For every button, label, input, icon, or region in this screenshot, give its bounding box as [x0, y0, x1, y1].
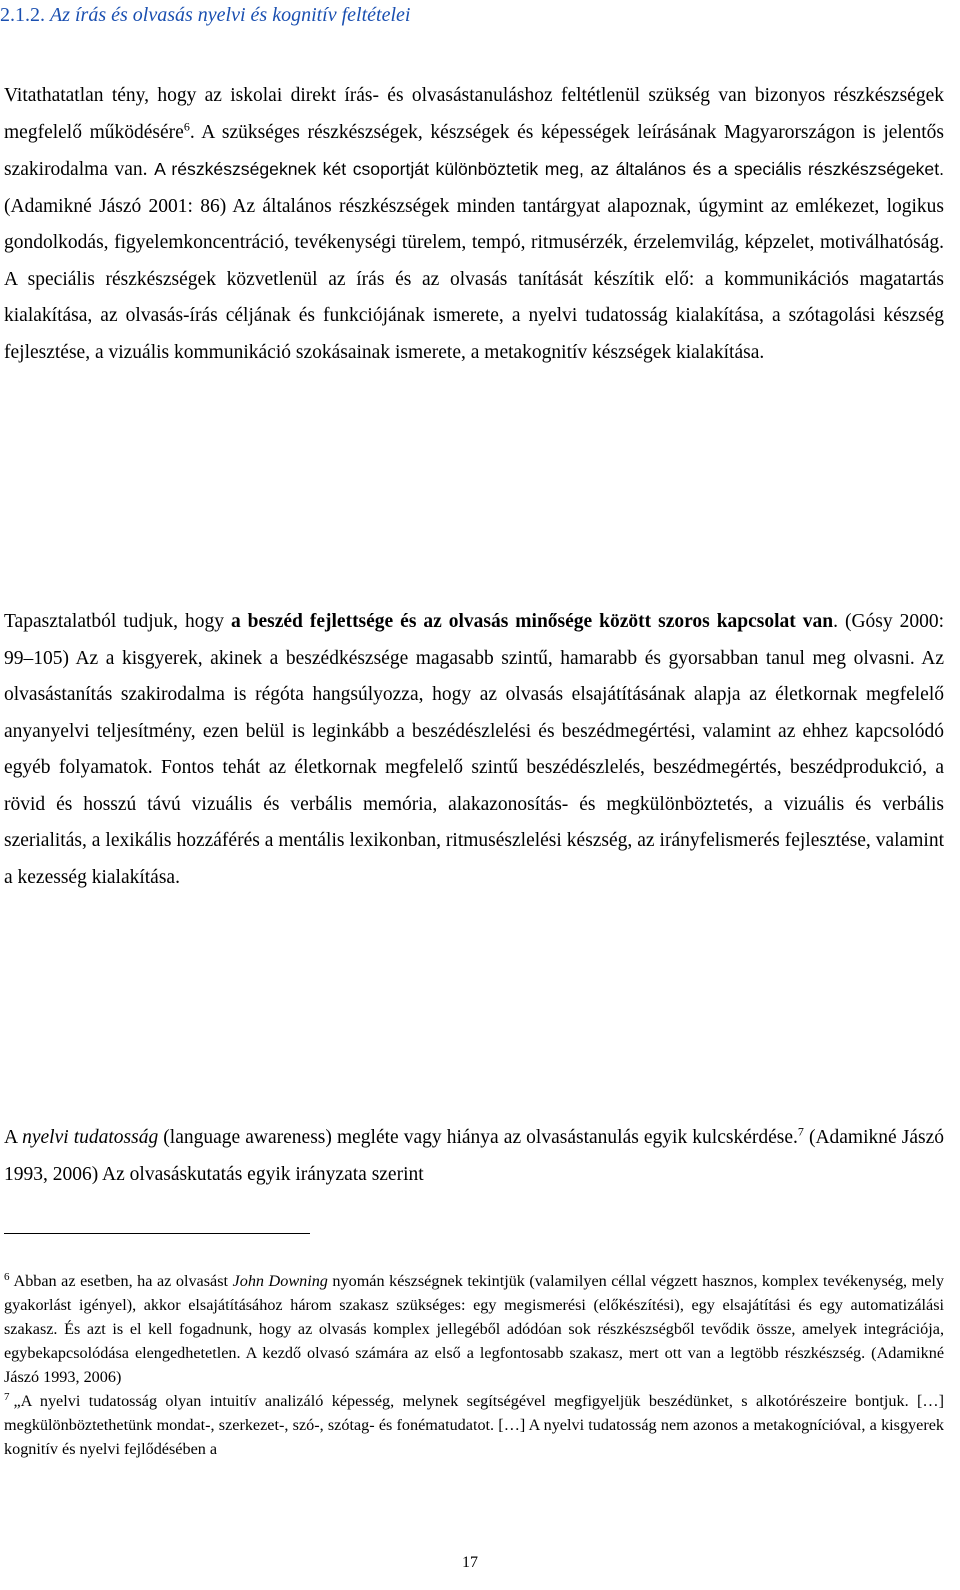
paragraph1-rest: (Adamikné Jászó 2001: 86) Az általános részkészségek minden tantárgyat alapoznak, úgymint az emlékezet, logikus gondolkodás, figyelemkoncentráció, tevékenységi türelem, tempó, ritmusérzék, érzelemvilág, képzelet, motiválhatóság. A speciális részkészségek közvetlenül az írás és az olvasás tanítását készítik elő: a kommunikációs magatartás kialakítása, az olvasás-írás céljának és funkciójának ismerete, a nyelvi tudatosság kialakítása, a szótagolási készség fejlesztése, a vizuális kommunikáció szokásainak ismerete, a metakognitív készségek kialakítása.: [4, 195, 944, 363]
paragraph2-intro: Tapasztalatból tudjuk, hogy: [4, 611, 231, 632]
footnote-6-italic-name: John Downing: [232, 1272, 328, 1290]
paragraph2-rest: . (Gósy 2000: 99–105) Az a kisgyerek, akinek a beszédkészsége magasabb szintű, hamarabb és gyorsabban tanul meg olvasni. Az olvasástanítás szakirodalma is régóta hangsúlyozza, hogy az olvasás elsajátításának alapja az életkornak megfelelő anyanyelvi teljesítmény, ezen belül is leginkább a beszédészlelési és beszédmegértési, valamint az ehhez kapcsolódó egyéb folyamatok. Fontos tehát az életkornak megfelelő szintű beszédészlelés, beszédmegértés, beszédprodukció, a rövid és hosszú távú vizuális és verbális memória, alakazonosítás- és megkülönböztetés, a vizuális és verbális szerialitás, a lexikális hozzáférés a mentális lexikonban, ritmusészlelési készség, az irányfelismerés fejlesztése, valamint a kezesség kialakítása.: [4, 611, 944, 888]
footnote-divider: [4, 1233, 310, 1234]
footnote-7-mark: 7: [4, 1390, 10, 1403]
paragraph3-start: A: [4, 1127, 23, 1148]
section-title: Az írás és olvasás nyelvi és kognitív feltételei: [50, 4, 411, 26]
section-number: 2.1.2.: [0, 4, 45, 26]
paragraph3-middle: (language awareness) megléte vagy hiánya az olvasástanulás egyik kulcskérdése.: [158, 1127, 798, 1148]
footnote-ref-7[interactable]: 7: [797, 1124, 804, 1139]
footnote-6-text-start: Abban az esetben, ha az olvasást: [13, 1272, 233, 1290]
paragraph-prerequisite-skills: [4, 78, 944, 371]
section-heading: [0, 0, 410, 30]
paragraph1-sentence1: Vitathatatlan tény, hogy az iskolai direkt írás- és olvasástanuláshoz feltétlenül szükség van bizonyos részkészségek megfelelő működésére: [4, 85, 944, 143]
footnote-ref-6[interactable]: 6: [183, 119, 190, 133]
paragraph3-end: (Adamikné Jászó 1993, 2006) Az olvasáskutatás egyik irányzata szerint: [4, 1127, 944, 1185]
page-number: 17: [462, 1554, 478, 1571]
paragraph1-sentence1-end: . A szükséges részkészségek, készségek és képességek leírásának Magyarországon is jelentős szakirodalma van.: [4, 121, 944, 180]
paragraph3-italic-term: nyelvi tudatosság: [22, 1127, 159, 1148]
footnote-7-text: „A nyelvi tudatosság olyan intuitív analizáló képesség, melynek segítségével megfigyeljük beszédünket, s alkotórészeire bontjuk. […] megkülönböztethetünk mondat-, szerkezet-, szó-, szótag- és fonématudatot. […] A nyelvi tudatosság nem azonos a metakognícióval, a kisgyerek kognitív és nyelvi fejlődésében a: [4, 1392, 944, 1458]
footnote-6-mark: 6: [4, 1270, 10, 1283]
footnote-6-text-rest: nyomán készségnek tekintjük (valamilyen céllal végzett hasznos, komplex tevékenység, mely gyakorlást igényel), akkor elsajátításához három szakasz szükséges: egy megismerési (előkészítési), egy elsajátítási és egy automatizálási szakasz. És azt is el kell fogadnunk, hogy az olvasás komplex jellegéből adódóan sok részkészségből tevődik össze, amelyek integrációja, egybekapcsolódása elengedhetetlen. A kezdő olvasó számára az első a legfontosabb szakasz, mert ott van a legtöbb részkészség. (Adamikné Jászó 1993, 2006): [4, 1272, 944, 1386]
footnote-7: [4, 1389, 944, 1461]
footnote-6: [4, 1269, 944, 1389]
footnotes: [4, 1269, 944, 1461]
paragraph-speech-reading: [4, 604, 944, 896]
paragraph2-bold-claim: a beszéd fejlettsége és az olvasás minősége között szoros kapcsolat van: [230, 611, 834, 632]
paragraph-language-awareness: [4, 1120, 944, 1193]
paragraph1-sans-sentence: A részkészségeknek két csoportját különböztetik meg, az általános és a speciális részkészségeket.: [154, 159, 944, 179]
